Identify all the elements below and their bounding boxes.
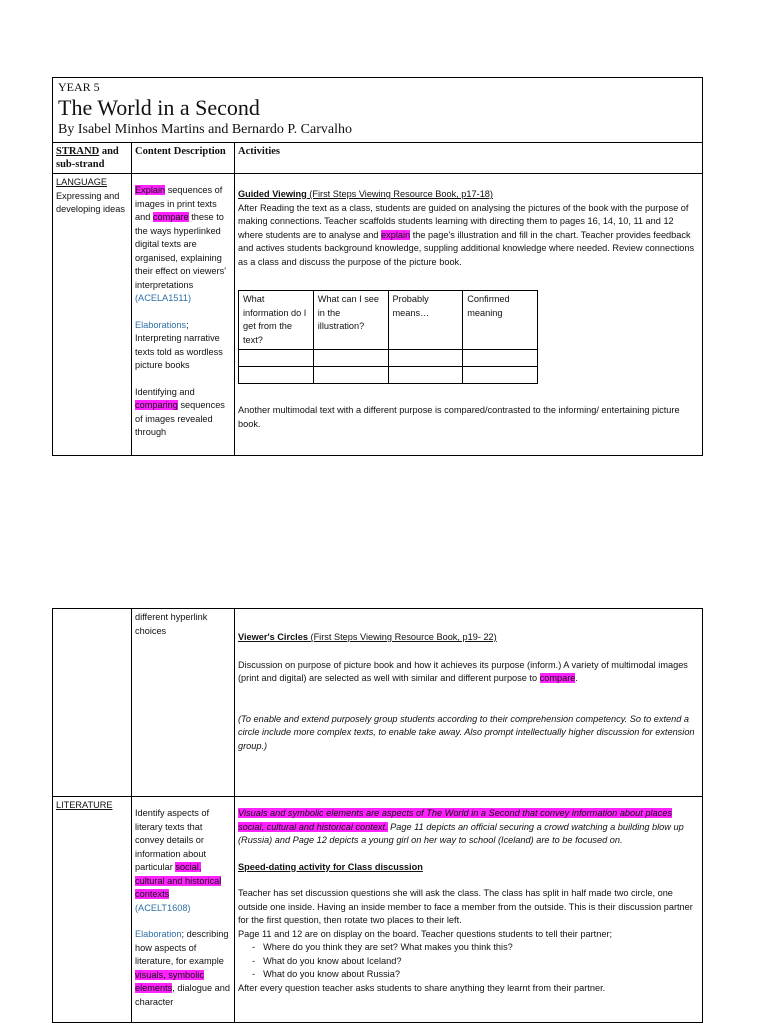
question-item: - What do you know about Iceland? [266,955,699,969]
chart-cell[interactable] [313,350,388,367]
strand-language: LANGUAGE [56,177,108,187]
viewing-chart [238,290,538,384]
literature-content-cell [132,797,235,1023]
curriculum-code: (ACELT1608) [135,902,191,913]
language-row [53,174,703,456]
visuals-paragraph: Visuals and symbolic elements are aspects of The World in a Second that convey information about places social, cultural and historical context. Page 11 depicts an official securing a crowd watching a building blow up (Russia) and Page 12 depicts a young girl on her way to school (Iceland) are to be focused on. [238,808,684,845]
page-2 [52,608,702,1023]
chart-header-row [239,291,538,350]
chart-cell[interactable] [239,350,314,367]
language-content-cell [132,174,235,456]
multimodal-text: Another multimodal text with a different purpose is compared/contrasted to the informing/ entertaining picture book. [238,405,680,429]
continued-content-cell: different hyperlink choices [132,609,235,797]
chart-cell[interactable] [463,367,538,384]
viewers-circles-heading: Viewer's Circles (First Steps Viewing Resource Book, p19- 22) [238,632,497,642]
chart-cell[interactable] [388,367,463,384]
document-title: The World in a Second [58,95,260,120]
literature-content-description: Identify aspects of literary texts that convey details or information about particular social, cultural and historical contexts [135,808,222,899]
chart-header-cell: Confirmed meaning [463,291,538,350]
column-header-row [53,143,703,174]
strand-header: STRAND and sub-strand [53,143,132,174]
question-item: - Where do you think they are set? What makes you think this? [266,941,699,955]
content-description: Explain sequences of images in print texts and compare these to the ways hyperlinked digital texts are organised, explaining their effect on viewers' interpretations [135,185,226,290]
chart-cell[interactable] [239,367,314,384]
speed-dating-display-text: Page 11 and 12 are on display on the board. Teacher questions students to tell their partner; [238,928,613,939]
chart-empty-row [239,367,538,384]
chart-cell[interactable] [463,350,538,367]
activities-header: Activities [235,143,703,174]
chart-empty-row [239,350,538,367]
speed-dating-heading: Speed-dating activity for Class discussion [238,861,423,872]
chart-header-cell: Probably means… [388,291,463,350]
substrand-expressing: Expressing and developing ideas [56,190,125,214]
language-strand-cell [53,174,132,456]
language-activities-cell [235,174,703,456]
continued-strand-cell [53,609,132,797]
lesson-table-page-1 [52,77,703,456]
page-1 [52,77,702,456]
guided-viewing-text: After Reading the text as a class, students are guided on analysing the pictures of the book with the purpose of making connections. Teacher scaffolds students learning with directing them to pages 16, 14, 10, 11 and 12 where students are to analyse and explain the page's illustration and fill in the chart. Teacher provides feedback and actives students background knowledge, suppling additional knowledge where needed. Review connections as a class and discuss the purpose of the picture book. [238,202,695,267]
elaborations: Elaborations; Interpreting narrative texts told as wordless picture books [135,319,223,370]
viewers-circles-text: Discussion on purpose of picture book and how it achieves its purpose (inform.) A variety of multimodal images (print and digital) are selected as well with similar and different purpose to compare. [238,659,688,683]
chart-header-cell: What can I see in the illustration? [313,291,388,350]
continued-activities-cell [235,609,703,797]
chart-cell[interactable] [388,350,463,367]
year-label: YEAR 5 [58,80,100,94]
question-item: - What do you know about Russia? [266,968,699,982]
identifying-text: Identifying and comparing sequences of images revealed through [135,386,225,437]
chart-header-cell: What information do I get from the text? [239,291,314,350]
discussion-questions [238,941,699,982]
content-header: Content Description [132,143,235,174]
byline: By Isabel Minhos Martins and Bernardo P. Carvalho [58,122,352,137]
literature-activities-cell [235,797,703,1023]
guided-viewing-heading: Guided Viewing (First Steps Viewing Resource Book, p17-18) [238,189,493,199]
title-row [53,78,703,143]
chart-cell[interactable] [313,367,388,384]
literature-row [53,797,703,1023]
continued-row [53,609,703,797]
lesson-table-page-2 [52,608,703,1023]
speed-dating-text: Teacher has set discussion questions she will ask the class. The class has split in half made two circle, one outside one inside. Having an inside member to face a member from the outside. This is their discussion partner for the first question, then rotate two places to their left. [238,888,693,925]
curriculum-code: (ACELA1511) [135,293,192,303]
viewers-circles-note: (To enable and extend purposely group students according to their comprehension competency. So to extend a circle include more complex texts, to enable take away. Also prompt intellectually higher discussion for extension group.) [238,713,695,751]
literature-strand-cell [53,797,132,1023]
share-text: After every question teacher asks students to share anything they learnt from their partner. [238,982,606,993]
strand-literature: LITERATURE [56,800,113,810]
literature-elaboration: Elaboration; describing how aspects of literature, for example visuals, symbolic elements, dialogue and character [135,929,231,1007]
